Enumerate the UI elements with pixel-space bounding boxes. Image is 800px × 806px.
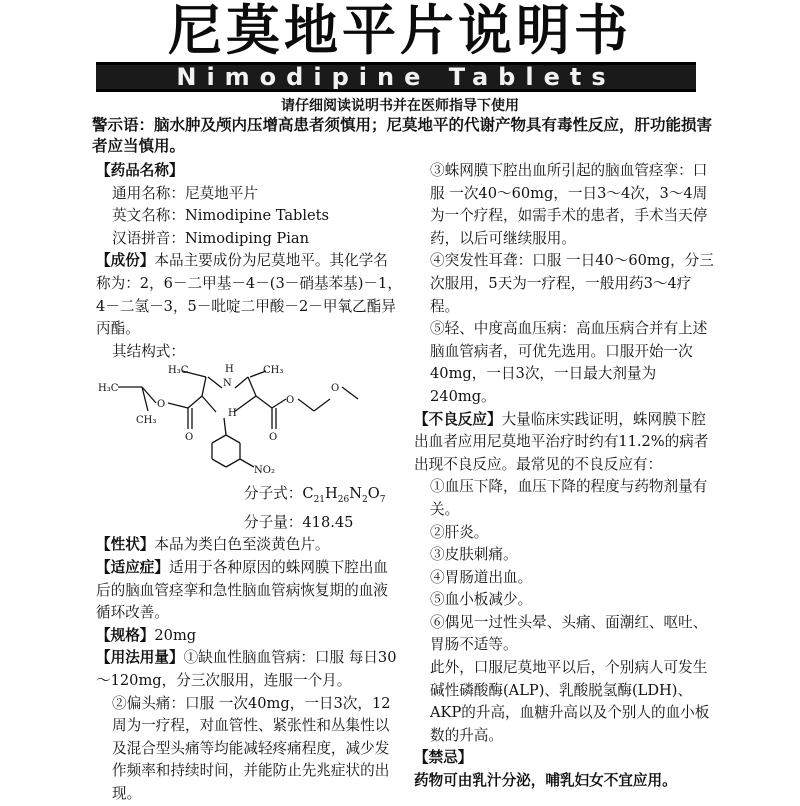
methyl-label-a: H₃C: [168, 365, 189, 377]
formula-label: 分子式：: [244, 485, 303, 503]
english-title-banner: [96, 62, 696, 92]
adverse-item-5: ⑤血小板减少。: [430, 591, 533, 609]
generic-name: 通用名称：尼莫地平片: [112, 184, 258, 202]
character-heading: 【性状】: [96, 536, 155, 554]
isopropyl-methyl-bottom-label: CH₃: [136, 415, 157, 427]
usage-item-1: ①缺血性脑血管病：口服 每日30～120mg，分三次服用，连服一个月。: [96, 649, 397, 689]
isopropyl-methyl-top-label: H₃C: [98, 383, 119, 395]
methyl-label-b: CH₃: [263, 365, 284, 377]
warning-text: 警示语：脑水肿及颅内压增高患者须慎用；尼莫地平的代谢产物具有毒性反应，肝功能损害者应当慎用。: [92, 116, 713, 155]
english-title: Nimodipine Tablets: [176, 63, 616, 91]
character-section: [96, 534, 402, 557]
adverse-section: [414, 409, 720, 477]
indication-section: [96, 557, 402, 625]
left-column: [96, 160, 402, 806]
spec-text: 20mg: [154, 626, 197, 644]
adverse-text: 大量临床实践证明，蛛网膜下腔出血者应用尼莫地平治疗时约有11.2%的病者出现不良反应。最常见的不良反应有：: [414, 410, 709, 473]
usage-notice: 请仔细阅读说明书并在医师指导下使用: [281, 98, 519, 114]
pinyin-name: 汉语拼音：Nimodiping Pian: [112, 229, 310, 247]
adverse-item-2: ②肝炎。: [430, 523, 489, 541]
adverse-item-3: ③皮肤刺痛。: [430, 546, 518, 564]
composition-section: [96, 250, 402, 340]
adverse-item-1: ①血压下降，血压下降的程度与药物剂量有关。: [430, 478, 708, 518]
spec-section: [96, 625, 402, 648]
stereo-h-label: H: [228, 408, 237, 420]
structural-formula-drawing: [96, 363, 402, 483]
usage-heading: 【用法用量】: [96, 649, 184, 667]
usage-item-2: ②偏头痛：口服 一次40mg，一日3次，12周为一疗程，对血管性、紧张性和丛集性以及混合型头痛等均能减轻疼痛程度，减少发作频率和持续时间，并能防止先兆症状的出现。: [112, 694, 391, 802]
usage-item-5: ⑤轻、中度高血压病：高血压病合并有上述脑血管病者，可优先选用。口服开始一次40mg，一日3次，一日最大剂量为240mg。: [430, 320, 708, 405]
nitro-group-label: NO₂: [254, 465, 275, 477]
amine-n-label: N: [223, 378, 232, 390]
contraindication-text: 药物可由乳汁分泌，哺乳妇女不宜应用。: [414, 772, 677, 790]
amine-h-label: H: [225, 364, 234, 376]
ester-oxygen-left-label: O: [157, 399, 166, 411]
structure-label: 其结构式：: [112, 342, 185, 360]
drug-name-heading: 【药品名称】: [96, 162, 184, 179]
adverse-heading: 【不良反应】: [414, 410, 502, 428]
carbonyl-oxygen-left-label: O: [185, 432, 194, 444]
ether-oxygen-label: O: [331, 383, 340, 395]
english-name: 英文名称：Nimodipine Tablets: [112, 207, 330, 225]
adverse-item-6: ⑥偶见一过性头晕、头痛、面潮红、呕吐、胃肠不适等。: [430, 613, 708, 654]
composition-text: 本品主要成份为尼莫地平。其化学名称为：2，6－二甲基－4－(3－硝基苯基)－1，4－二氢－3，5－吡啶二甲酸－2－甲氧乙酯异丙酯。: [96, 252, 402, 338]
spec-heading: 【规格】: [96, 626, 155, 644]
ester-oxygen-right-label: O: [286, 395, 295, 407]
character-text: 本品为类白色至淡黄色片。: [154, 536, 330, 554]
composition-heading: 【成份】: [96, 252, 155, 270]
usage-item-3: ③蛛网膜下腔出血所引起的脑血管痉挛：口服 一次40～60mg，一日3～4次，3～4周为一个疗程，如需手术的患者，手术当天停药，以后可继续服用。: [430, 162, 708, 247]
indication-text: 适用于各种原因的蛛网膜下腔出血后的脑血管痉挛和急性脑血管病恢复期的血液循环改善。: [96, 559, 388, 622]
adverse-extra: 此外，口服尼莫地平以后，个别病人可发生碱性磷酸酶(ALP)、乳酸脱氢酶(LDH)、AKP的升高，血糖升高以及个别人的血小板数的升高。: [430, 659, 710, 744]
right-column: [414, 160, 720, 793]
carbonyl-oxygen-right-label: O: [269, 432, 278, 444]
structural-formula: [96, 363, 402, 483]
contraindication-heading: 【禁忌】: [414, 749, 473, 767]
adverse-item-4: ④胃肠道出血。: [430, 568, 533, 586]
usage-section: [96, 647, 402, 692]
molecular-weight: 分子量：418.45: [244, 513, 354, 531]
indication-heading: 【适应症】: [96, 559, 169, 577]
usage-item-4: ④突发性耳聋：口服 一日40～60mg，分三次服用，5天为一疗程，一般用药3～4疗程。: [430, 252, 714, 315]
document-title: 尼莫地平片说明书: [168, 0, 632, 62]
molecular-formula: 分子式：$C_{21}H_{26}N_2O_7$: [244, 485, 386, 506]
